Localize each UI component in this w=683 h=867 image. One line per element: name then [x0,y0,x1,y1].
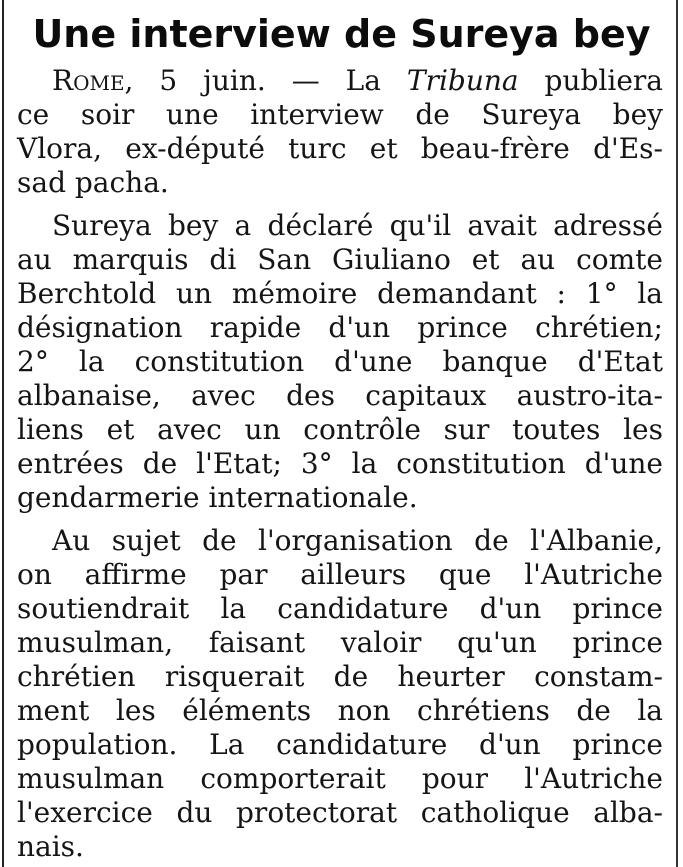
paragraph-3-line-4: musulman, faisant valoir qu'un prince [17,626,663,659]
paragraph-1-line-1-end: publiera [518,64,663,97]
paragraph-2-line-9: gendarmerie internationale. [17,481,418,514]
paragraph-2-line-7: liens et avec un contrôle sur toutes les [17,413,663,446]
paragraph-3-line-8: musulman comporterait pour l'Autriche [17,762,663,795]
paragraph-2-line-5: 2° la constitution d'une banque d'Etat [17,345,663,378]
paragraph-1-line-3: Vlora, ex-député turc et beau-frère d'Es- [17,132,663,165]
paragraph-3-line-10: nais. [17,830,84,863]
paragraph-2-line-8: entrées de l'Etat; 3° la constitution d'une [17,447,663,480]
paragraph-2-line-2: au marquis di San Giuliano et au comte [17,243,663,276]
right-column-rule [676,0,678,867]
paragraph-2-line-3: Berchtold un mémoire demandant : 1° la [17,277,663,310]
paragraph-3-line-1: Au sujet de l'organisation de l'Albanie, [52,524,663,557]
paragraph-2-line-6: albanaise, avec des capitaux austro-ita- [17,379,663,412]
paragraph-1-line-1 [52,66,663,96]
paragraph-1-line-4: sad pacha. [17,166,169,199]
paragraph-3-line-6: ment les éléments non chrétiens de la [17,694,663,727]
left-column-rule [2,0,4,867]
paragraph-3-line-7: population. La candidature d'un prince [17,728,663,761]
paragraph-3-line-5: chrétien risquerait de heurter constam- [17,660,663,693]
paragraph-3-line-9: l'exercice du protectorat catholique alba- [17,796,663,829]
paragraph-2-line-4: désignation rapide d'un prince chrétien; [17,311,663,344]
paragraph-3-line-3: soutiendrait la candidature d'un prince [17,592,663,625]
paragraph-1-line-2: ce soir une interview de Sureya bey [17,98,663,131]
newspaper-name: Tribuna [406,64,519,97]
dateline-place: Rome, [52,64,134,97]
article-headline: Une interview de Sureya bey [32,12,651,56]
dateline-rest: 5 juin. — La [133,64,407,97]
paragraph-2-line-1: Sureya bey a déclaré qu'il avait adressé [52,209,663,242]
paragraph-3-line-2: on affirme par ailleurs que l'Autriche [17,558,663,591]
